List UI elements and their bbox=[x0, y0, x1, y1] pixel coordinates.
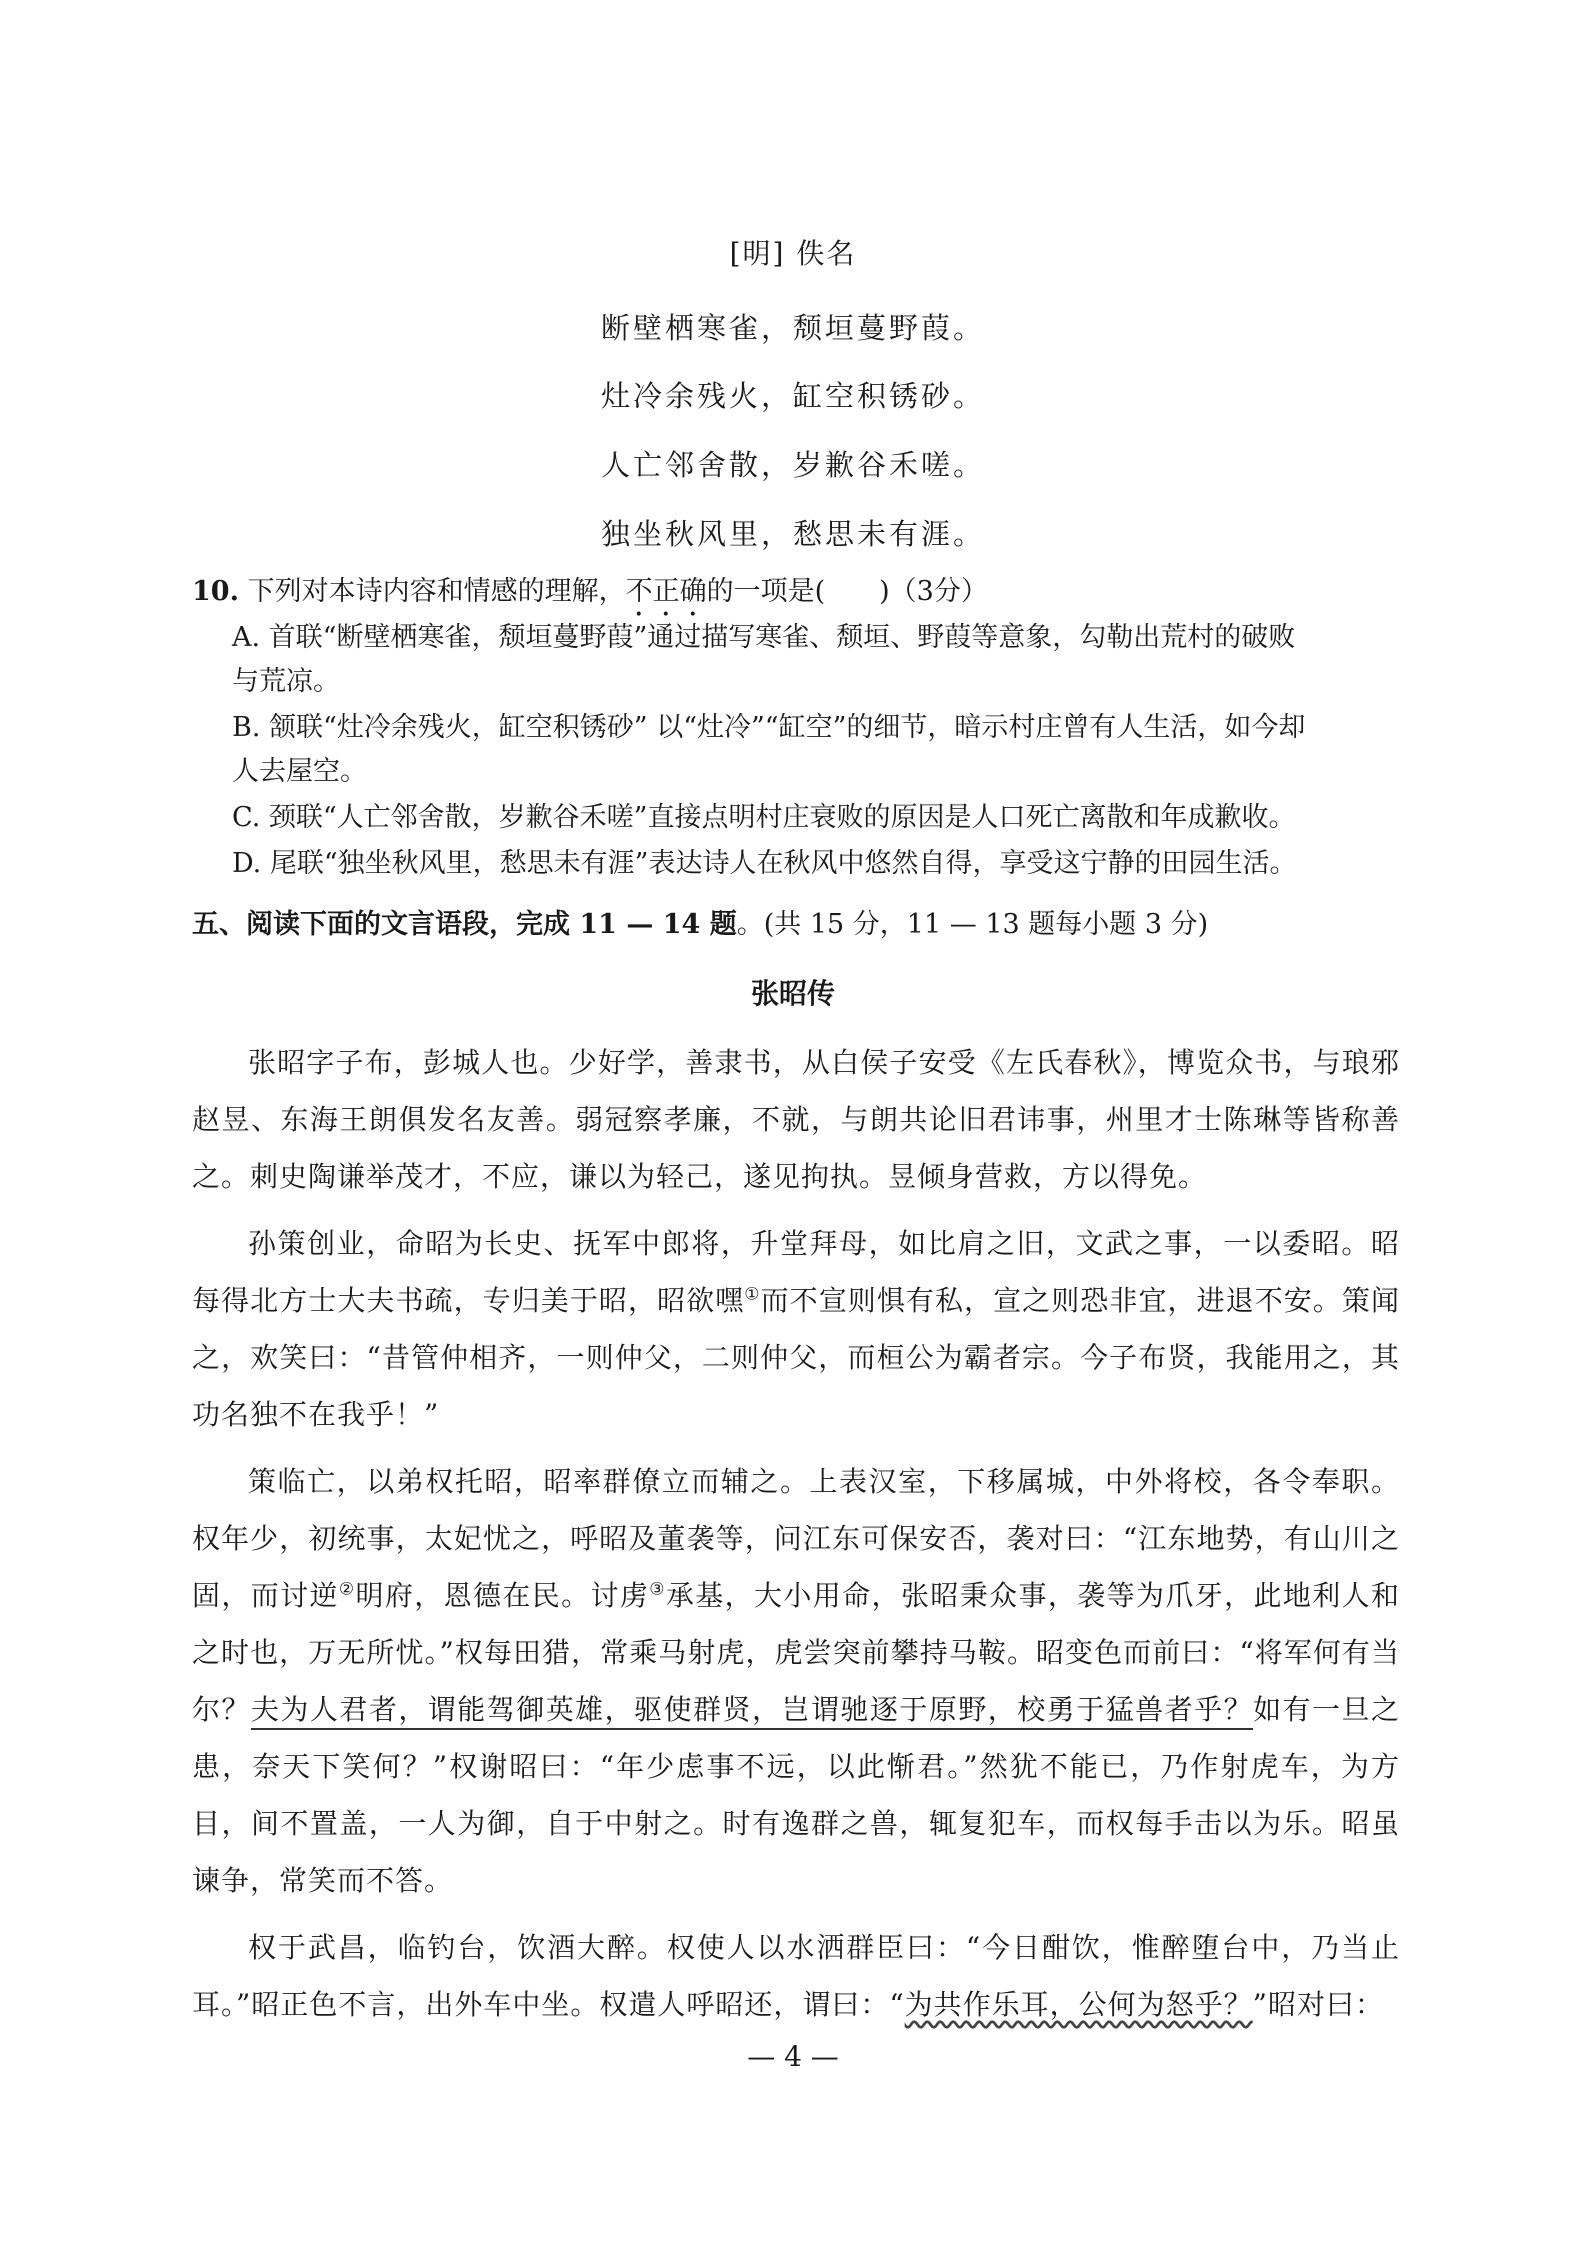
footnote-marker: ③ bbox=[649, 1579, 666, 1600]
section-heading bbox=[192, 905, 1412, 945]
poem-line: 独坐秋风里，愁思未有涯。 bbox=[600, 517, 985, 551]
footnote-marker: ① bbox=[744, 1284, 761, 1305]
section-heading-bold: 五、阅读下面的文言语段，完成 11 — 14 题 bbox=[192, 909, 737, 940]
option-c: C. 颈联“人亡邻舍散，岁歉谷禾嗟”直接点明村庄衰败的原因是人口死亡离散和年成歉收。 bbox=[232, 802, 1296, 833]
option-d: D. 尾联“独坐秋风里，愁思未有涯”表达诗人在秋风中悠然自得，享受这宁静的田园生活。 bbox=[232, 848, 1297, 879]
poem-author: [明] 佚名 bbox=[729, 237, 857, 270]
paragraph-4: 权于武昌，临钓台，饮酒大醉。权使人以水洒群臣曰：“今日酣饮，惟醉堕台中，乃当止耳。”昭正色不言，出外车中坐。权遣人呼昭还，谓曰：“为共作乐耳，公何为怒乎？”昭对曰： bbox=[192, 1931, 1400, 2021]
question-10-stem bbox=[192, 572, 1412, 623]
article-title: 张昭传 bbox=[750, 978, 835, 1009]
poem-line: 断壁栖寒雀，颓垣蔓野葭。 bbox=[600, 311, 985, 345]
footnote-marker: ② bbox=[338, 1579, 356, 1600]
option-a-line1: A. 首联“断壁栖寒雀，颓垣蔓野葭”通过描写寒雀、颓垣、野葭等意象，勾勒出荒村的破败 bbox=[232, 622, 1296, 653]
paragraph-1: 张昭字子布，彭城人也。少好学，善隶书，从白侯子安受《左氏春秋》，博览众书，与琅邪赵昱、东海王朗俱发名友善。弱冠察孝廉，不就，与朗共论旧君讳事，州里才士陈琳等皆称善之。刺史陶谦举茂才，不应，谦以为轻己，遂见拘执。昱倾身营救，方以得免。 bbox=[192, 1046, 1400, 1193]
option-b-line2: 人去屋空。 bbox=[232, 756, 367, 787]
underlined-sentence: 夫为人君者，谓能驾御英雄，驱使群贤，岂谓驰逐于原野，校勇于猛兽者乎？ bbox=[251, 1693, 1253, 1730]
page-number: — 4 — bbox=[747, 2040, 839, 2073]
section-heading-points: 。(共 15 分，11 — 13 题每小题 3 分) bbox=[736, 909, 1209, 940]
paragraph-3: 策临亡，以弟权托昭，昭率群僚立而辅之。上表汉室，下移属城，中外将校，各令奉职。权年少，初统事，太妃忧之，呼昭及董袭等，问江东可保安否，袭对曰：“江东地势，有山川之固，而讨逆②明府，恩德在民。讨虏③承基，大小用命，张昭秉众事，袭等为爪牙，此地利人和之时也，万无所忧。”权每田猎，常乘马射虎，虎尝突前攀持马鞍。昭变色而前曰：“将军何有当尔？夫为人君者，谓能驾御英雄，驱使群贤，岂谓驰逐于原野，校勇于猛兽者乎？如有一旦之患，奈天下笑何？”权谢昭曰：“年少虑事不远，以此惭君。”然犹不能已，乃作射虎车，为方目，间不置盖，一人为御，自于中射之。时有逸群之兽，辄复犯车，而权每手击以为乐。昭虽谏争，常笑而不答。 bbox=[192, 1465, 1400, 1897]
poem-line: 灶冷余残火，缸空积锈砂。 bbox=[600, 379, 985, 413]
option-a-line2: 与荒凉。 bbox=[232, 666, 340, 697]
poem-line: 人亡邻舍散，岁歉谷禾嗟。 bbox=[600, 448, 985, 482]
wavy-underlined-sentence: 为共作乐耳，公何为怒乎？ bbox=[904, 1988, 1253, 2021]
question-stem-post: 的一项是( )（3分） bbox=[706, 576, 988, 607]
question-stem-pre: 下列对本诗内容和情感的理解， bbox=[247, 576, 626, 607]
paragraph-2: 孙策创业，命昭为长史、抚军中郎将，升堂拜母，如比肩之旧，文武之事，一以委昭。昭每得北方士大夫书疏，专归美于昭，昭欲嘿①而不宣则惧有私，宣之则恐非宜，进退不安。策闻之，欢笑曰：“昔管仲相齐，一则仲父，二则仲父，而桓公为霸者宗。今子布贤，我能用之，其功名独不在我乎！” bbox=[192, 1227, 1400, 1431]
question-number: 10. bbox=[192, 576, 239, 607]
question-stem-emphasis: 不正确 bbox=[625, 576, 707, 607]
option-b-line1: B. 颔联“灶冷余残火，缸空积锈砂” 以“灶冷”“缸空”的细节，暗示村庄曾有人生活，如今却 bbox=[232, 712, 1306, 743]
